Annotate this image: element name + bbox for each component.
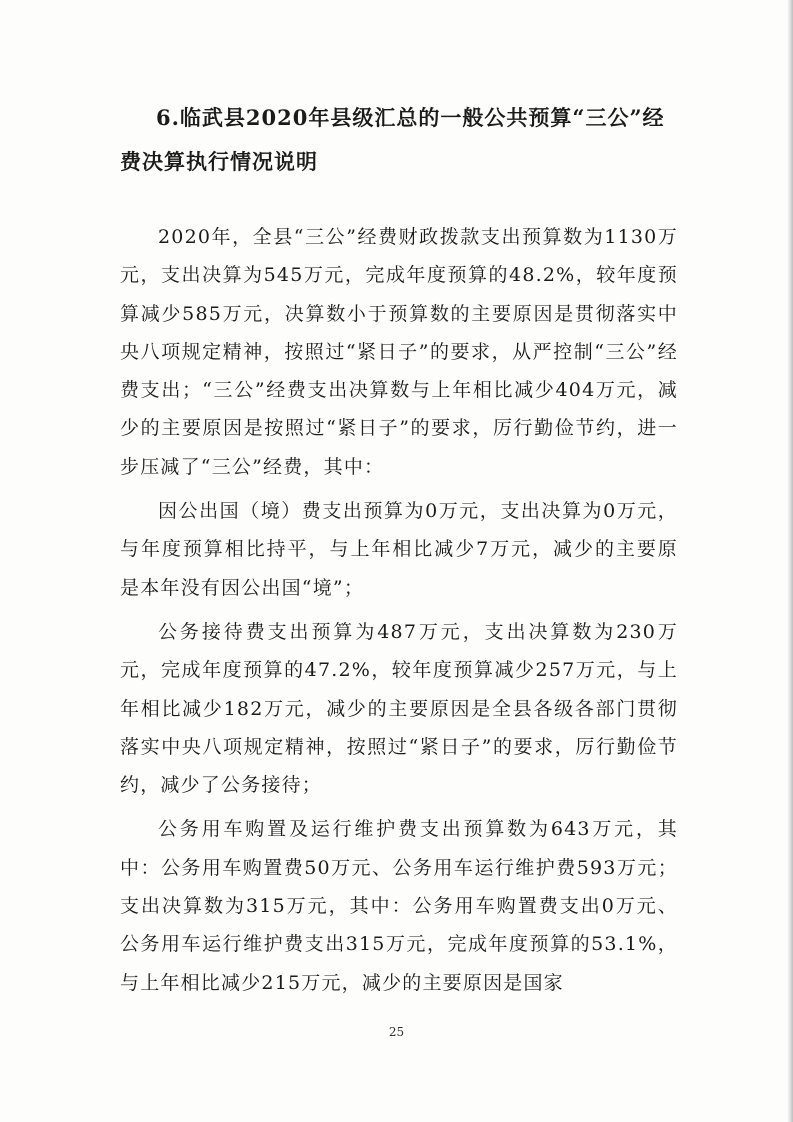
document-body: [120, 218, 678, 1008]
paragraph-official-vehicles: 公务用车购置及运行维护费支出预算数为643万元，其中：公务用车购置费50万元、公务用车运行维护费593万元；支出决算数为315万元，其中：公务用车购置费支出0万元、公务用车运行维护费支出315万元，完成年度预算的53.1%，与上年相比减少215万元，减少的主要原因是国家: [120, 818, 678, 994]
paragraph-official-reception: 公务接待费支出预算为487万元，支出决算数为230万元，完成年度预算的47.2%，较年度预算减少257万元，与上年相比减少182万元，减少的主要原因是全县各级各部门贯彻落实中央八项规定精神，按照过“紧日子”的要求，厉行勤俭节约，减少了公务接待；: [120, 620, 678, 797]
page-number: 25: [388, 1025, 405, 1039]
title-line-1: 6.临武县2020年县级汇总的一般公共预算“三公”经: [156, 105, 665, 130]
title-line-2: 费决算执行情况说明: [120, 149, 318, 174]
paragraph-overseas-travel: 因公出国（境）费支出预算为0万元，支出决算为0万元，与年度预算相比持平，与上年相比减少7万元，减少的主要原是本年没有因公出国“境”；: [120, 500, 678, 599]
document-title: [120, 96, 680, 184]
scan-edge-shadow: [787, 0, 793, 1122]
paragraph-summary: 2020年，全县“三公”经费财政拨款支出预算数为1130万元，支出决算为545万元，完成年度预算的48.2%，较年度预算减少585万元，决算数小于预算数的主要原因是贯彻落实中央八项规定精神，按照过“紧日子”的要求，从严控制“三公”经费支出；“三公”经费支出决算数与上年相比减少404万元，减少的主要原因是按照过“紧日子”的要求，厉行勤俭节约，进一步压减了“三公”经费，其中：: [120, 226, 678, 478]
